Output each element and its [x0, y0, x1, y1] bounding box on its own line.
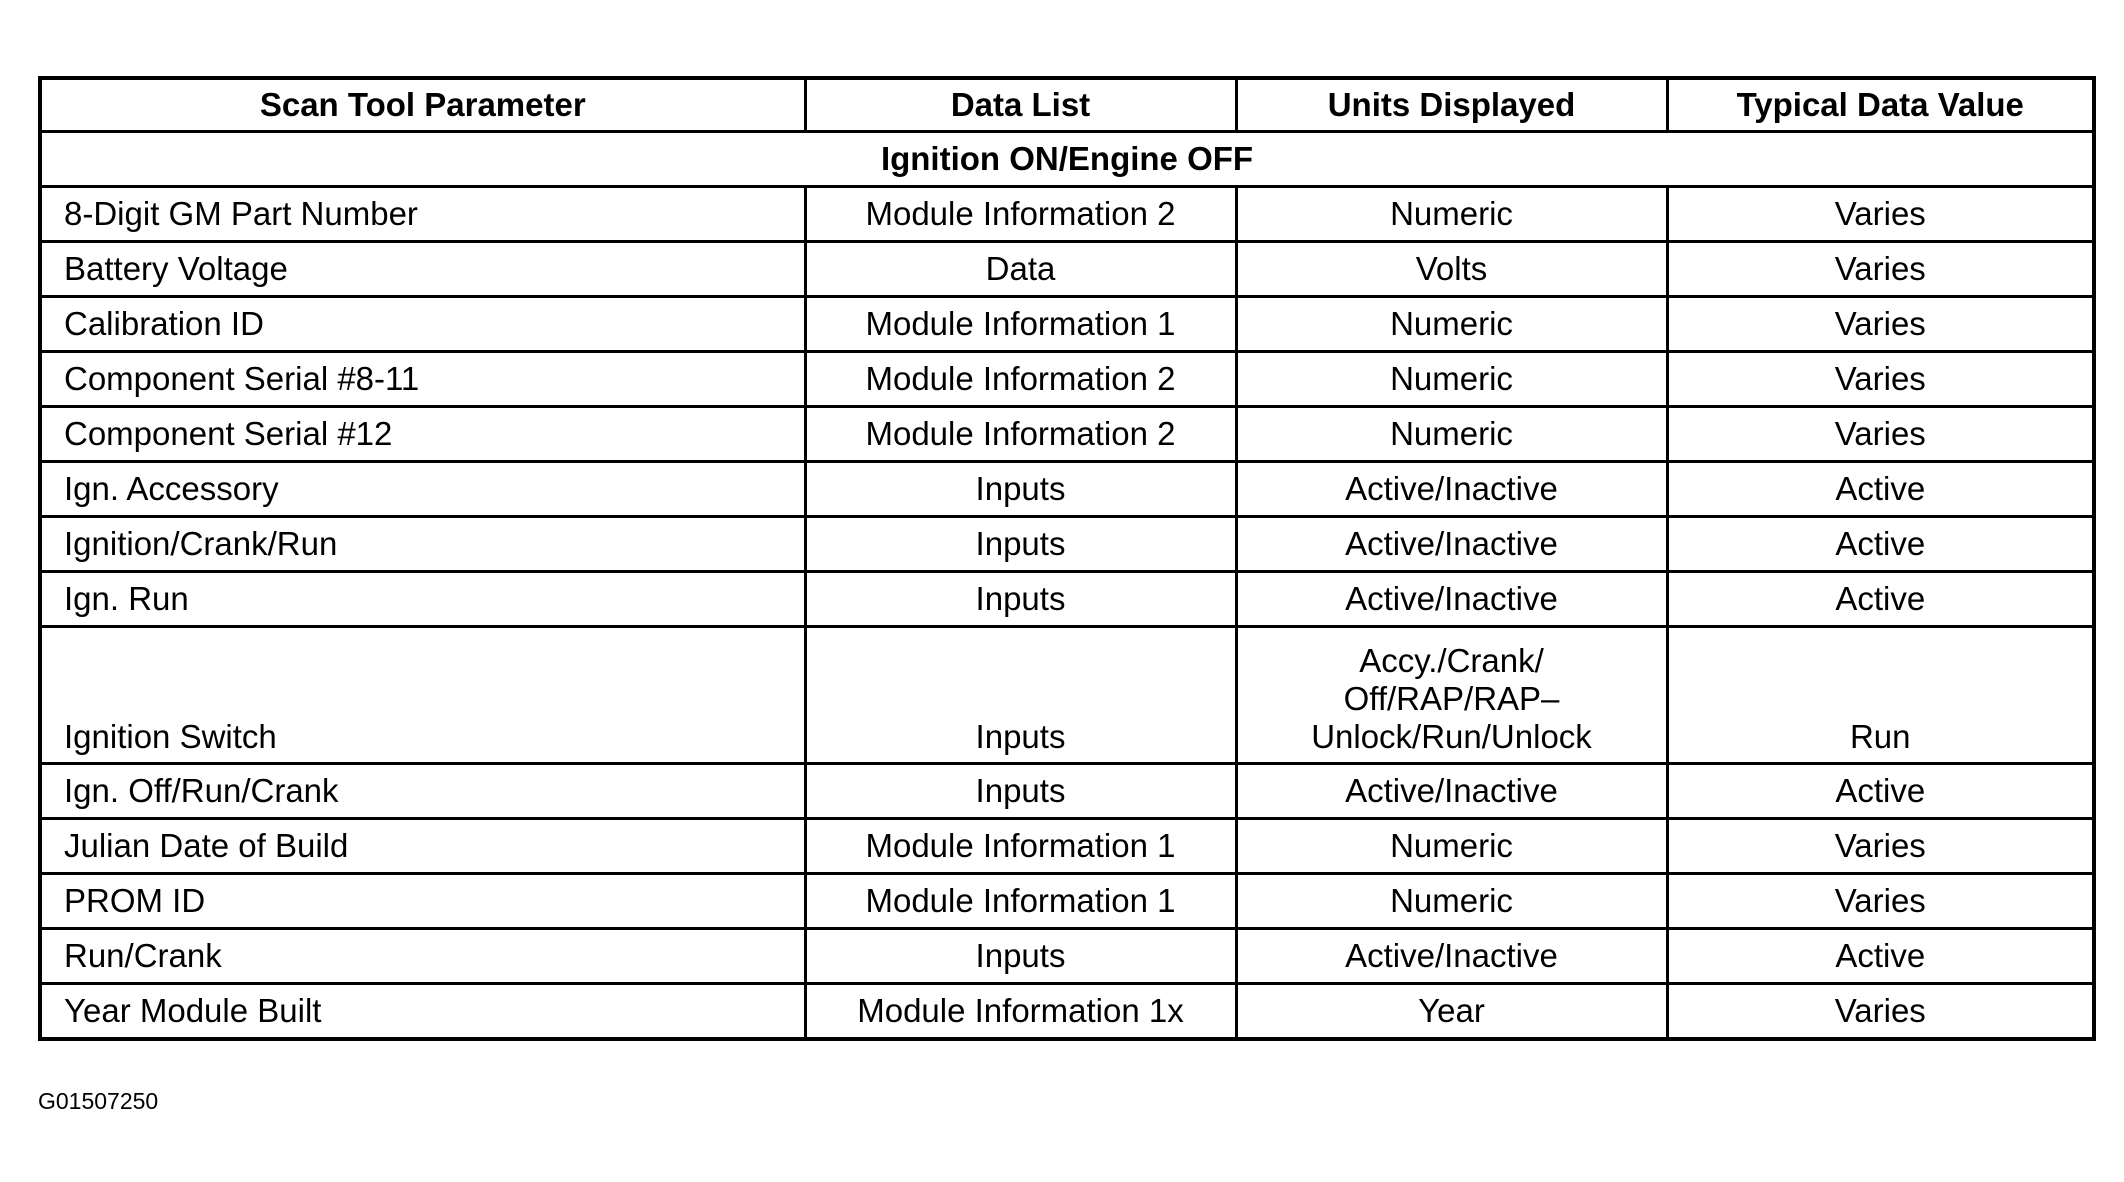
cell-data-list: Inputs	[805, 764, 1236, 819]
cell-data-list: Module Information 2	[805, 407, 1236, 462]
table-row	[40, 297, 2094, 352]
cell-parameter: Ign. Run	[40, 572, 805, 627]
cell-parameter: Ign. Accessory	[40, 462, 805, 517]
cell-data-list: Data	[805, 242, 1236, 297]
cell-typical-value: Active	[1667, 462, 2094, 517]
cell-data-list: Inputs	[805, 627, 1236, 764]
header-units-displayed: Units Displayed	[1236, 78, 1667, 132]
section-row	[40, 132, 2094, 187]
cell-typical-value: Varies	[1667, 819, 2094, 874]
cell-typical-value: Varies	[1667, 242, 2094, 297]
cell-data-list: Module Information 2	[805, 352, 1236, 407]
cell-typical-value: Varies	[1667, 874, 2094, 929]
cell-parameter: Component Serial #8-11	[40, 352, 805, 407]
table-row	[40, 819, 2094, 874]
cell-line: Unlock/Run/Unlock	[1311, 718, 1592, 755]
cell-data-list: Module Information 1	[805, 297, 1236, 352]
cell-units: Active/Inactive	[1236, 462, 1667, 517]
cell-units: Numeric	[1236, 187, 1667, 242]
table-body	[40, 132, 2094, 1040]
cell-data-list: Module Information 1	[805, 819, 1236, 874]
cell-line: Off/RAP/RAP–	[1343, 680, 1560, 717]
cell-units: Numeric	[1236, 874, 1667, 929]
cell-typical-value: Varies	[1667, 984, 2094, 1040]
scan-tool-data-table	[38, 76, 2096, 1041]
table-row	[40, 929, 2094, 984]
cell-typical-value: Active	[1667, 517, 2094, 572]
cell-data-list: Module Information 1x	[805, 984, 1236, 1040]
table-row	[40, 764, 2094, 819]
figure-id: G01507250	[38, 1088, 159, 1114]
header-row	[40, 78, 2094, 132]
table-row	[40, 517, 2094, 572]
cell-parameter: 8-Digit GM Part Number	[40, 187, 805, 242]
cell-data-list: Inputs	[805, 572, 1236, 627]
table-row	[40, 874, 2094, 929]
header-typical-data-value: Typical Data Value	[1667, 78, 2094, 132]
table-row	[40, 242, 2094, 297]
cell-units: Numeric	[1236, 297, 1667, 352]
cell-parameter: Component Serial #12	[40, 407, 805, 462]
cell-parameter: PROM ID	[40, 874, 805, 929]
table-row	[40, 187, 2094, 242]
cell-typical-value: Varies	[1667, 297, 2094, 352]
header-data-list: Data List	[805, 78, 1236, 132]
cell-typical-value: Varies	[1667, 407, 2094, 462]
cell-data-list: Module Information 1	[805, 874, 1236, 929]
cell-parameter: Run/Crank	[40, 929, 805, 984]
cell-data-list: Module Information 2	[805, 187, 1236, 242]
table-row	[40, 462, 2094, 517]
cell-parameter: Ignition Switch	[40, 627, 805, 764]
cell-units: Numeric	[1236, 352, 1667, 407]
cell-typical-value: Active	[1667, 929, 2094, 984]
cell-units: Numeric	[1236, 819, 1667, 874]
cell-units	[1236, 627, 1667, 764]
table-row	[40, 352, 2094, 407]
cell-units: Year	[1236, 984, 1667, 1040]
section-title: Ignition ON/Engine OFF	[40, 132, 2094, 187]
cell-units: Active/Inactive	[1236, 929, 1667, 984]
header-scan-tool-parameter: Scan Tool Parameter	[40, 78, 805, 132]
cell-parameter: Calibration ID	[40, 297, 805, 352]
cell-parameter: Ign. Off/Run/Crank	[40, 764, 805, 819]
cell-parameter: Year Module Built	[40, 984, 805, 1040]
cell-parameter: Battery Voltage	[40, 242, 805, 297]
cell-typical-value: Run	[1667, 627, 2094, 764]
cell-parameter: Julian Date of Build	[40, 819, 805, 874]
cell-units: Numeric	[1236, 407, 1667, 462]
cell-typical-value: Varies	[1667, 352, 2094, 407]
cell-line: Accy./Crank/	[1359, 642, 1544, 679]
cell-units: Active/Inactive	[1236, 517, 1667, 572]
cell-data-list: Inputs	[805, 517, 1236, 572]
cell-typical-value: Varies	[1667, 187, 2094, 242]
cell-units: Active/Inactive	[1236, 764, 1667, 819]
cell-parameter: Ignition/Crank/Run	[40, 517, 805, 572]
cell-typical-value: Active	[1667, 764, 2094, 819]
table-row	[40, 627, 2094, 764]
table-row	[40, 572, 2094, 627]
cell-units: Volts	[1236, 242, 1667, 297]
table-row	[40, 984, 2094, 1040]
cell-typical-value: Active	[1667, 572, 2094, 627]
cell-data-list: Inputs	[805, 929, 1236, 984]
table-row	[40, 407, 2094, 462]
cell-data-list: Inputs	[805, 462, 1236, 517]
cell-units: Active/Inactive	[1236, 572, 1667, 627]
